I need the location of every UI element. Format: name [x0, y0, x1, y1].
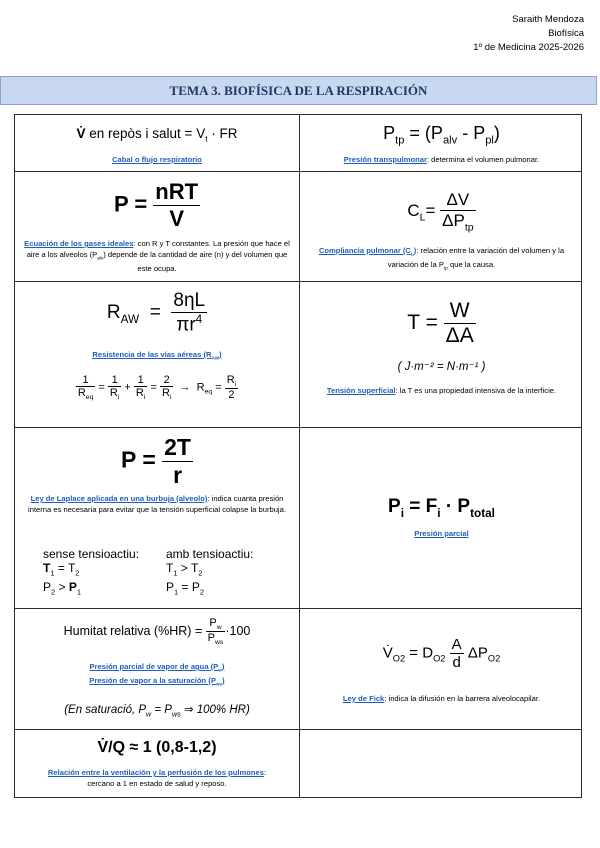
ideal-gas-link[interactable]: Ecuación de los gases ideales — [24, 239, 134, 248]
cell-relative-humidity — [15, 609, 299, 729]
cell-ideal-gas: P = $\frac{\text{nRT}}{V}$ Ecuación de los gases ideales: con R y T constantes. La presión que hace el aire a los alveolos $(P_{alv})$ depende de la cantidad de aire (n) y del volumen que este ocupa. — [15, 172, 299, 281]
flow-link[interactable]: Cabal o flujo respiratorio — [112, 155, 202, 164]
cell-airway-resistance — [15, 282, 299, 427]
ideal-gas-formula: P = $\frac{\text{nRT}}{V}$ — [113, 179, 199, 231]
cell-transpulmonary-pressure — [300, 115, 583, 171]
tension-link[interactable]: Tensión superficial — [326, 386, 396, 395]
cell-ventilation-perfusion: V̇/Q ≈ 1 (0,8-1,2) Relación entre la ventilación y la perfusión de los pulmones: cercano a 1 en estado de salud y reposo. — [15, 730, 299, 799]
compliance-link[interactable]: Compliancia pulmonar $(C_L)$ — [318, 246, 417, 257]
tension-formula: T = $\frac{W}{\Delta A}$ — [407, 299, 474, 347]
document-header — [473, 13, 584, 55]
fick-formula: $V̇_{O2} = D_{O2}$ $\frac{A}{d}$ $\Delta P_{O2}$ — [382, 636, 501, 671]
without-surfactant: sense tensioactiu: $T_1 = T_2$ $P_2 > P_1$ — [43, 547, 140, 597]
laplace-formula: P = $\frac{2T}{r}$ — [121, 434, 191, 488]
saturation-note: (En saturació, $P_w = P_{ws}$ ⇒ 100% HR) — [64, 704, 250, 719]
with-surfactant: amb tensioactiu: $T_1 > T_2$ $P_1 = P_2$ — [166, 547, 254, 597]
vq-link[interactable]: Relación entre la ventilación y la perfusión de los pulmones — [47, 768, 264, 777]
ptp-description: : determina el volumen pulmonar. — [426, 155, 540, 164]
cell-laplace: P = $\frac{2T}{r}$ Ley de Laplace aplicada en una burbuja (alveolo): indica cuanta presión interna es necesaria para evitar que la tensión superficial colapse la burbuja. sense tensioactiu: $T_1 = T_2$ $P_2 > P_1$ amb tensioactiu: $T_1 > T_2$ $P_1 = P_2$ — [15, 428, 299, 608]
fick-link[interactable]: Ley de Fick — [342, 694, 385, 703]
humidity-formula: Humitat relativa (%HR) = $\frac{P_w}{P_{ws}}$ ·100 — [63, 617, 251, 647]
resistance-formula: $R_{AW}$ = $\frac{8\eta L}{\pi r^4}$ — [106, 290, 206, 336]
partial-pressure-link[interactable]: Presión parcial — [414, 529, 469, 538]
series-resistance-formula: $\frac{1}{R_{eq}}$ = $\frac{1}{R_i}$ + $\frac{1}{R_i}$ = $\frac{2}{R_i}$ → $R_{eq}$ = $\frac{R_i}{2}$ — [77, 374, 237, 402]
cell-empty — [300, 730, 583, 799]
saturation-pressure-link[interactable]: Presión de vapor a la saturación $(P_{ws})$ — [89, 676, 225, 687]
vq-formula: V̇/Q ≈ 1 (0,8-1,2) — [97, 739, 217, 756]
ptp-link[interactable]: Presión transpulmonar — [343, 155, 427, 164]
vapor-pressure-link[interactable]: Presión parcial de vapor de agua $(P_w)$ — [89, 662, 225, 673]
subject-name: Biofísica — [548, 28, 584, 39]
ptp-formula: $P_{tp} = (P_{alv} - P_{pl})$ — [383, 123, 500, 147]
compliance-formula: $C_L=$ $\frac{\Delta V}{\Delta P_{tp}}$ — [407, 190, 474, 234]
cell-respiratory-flow — [15, 115, 299, 171]
course-name: 1º de Medicina 2025-2026 — [473, 42, 584, 53]
flow-formula: V̇ en repòs i salut = $V_t$ · FR — [76, 126, 238, 144]
author-name: Saraith Mendoza — [512, 14, 584, 25]
cell-partial-pressure — [300, 428, 583, 608]
partial-pressure-formula: $P_i = F_i \cdot P_{total}$ — [388, 496, 495, 520]
cell-compliance: $C_L=$ $\frac{\Delta V}{\Delta P_{tp}}$ Compliancia pulmonar $(C_L)$: relación entre la variación del volumen y la variación de la $P_{tp}$ que la causa. — [300, 172, 583, 281]
formula-table — [14, 114, 582, 798]
laplace-link[interactable]: Ley de Laplace aplicada en una burbuja (alveolo) — [30, 494, 208, 503]
tension-units: ( J·m⁻² = N·m⁻¹ ) — [397, 361, 486, 373]
cell-surface-tension: T = $\frac{W}{\Delta A}$ ( J·m⁻² = N·m⁻¹ ) Tensión superficial: la T es una propiedad intensiva de la interficie. — [300, 282, 583, 427]
resistance-link[interactable]: Resistencia de las vías aéreas $(R_{AW})$ — [92, 350, 222, 361]
topic-title-banner: TEMA 3. BIOFÍSICA DE LA RESPIRACIÓN — [0, 76, 597, 105]
cell-fick-law: $V̇_{O2} = D_{O2}$ $\frac{A}{d}$ $\Delta P_{O2}$ Ley de Fick: indica la difusión en la barrera alveolocapilar. — [300, 609, 583, 729]
